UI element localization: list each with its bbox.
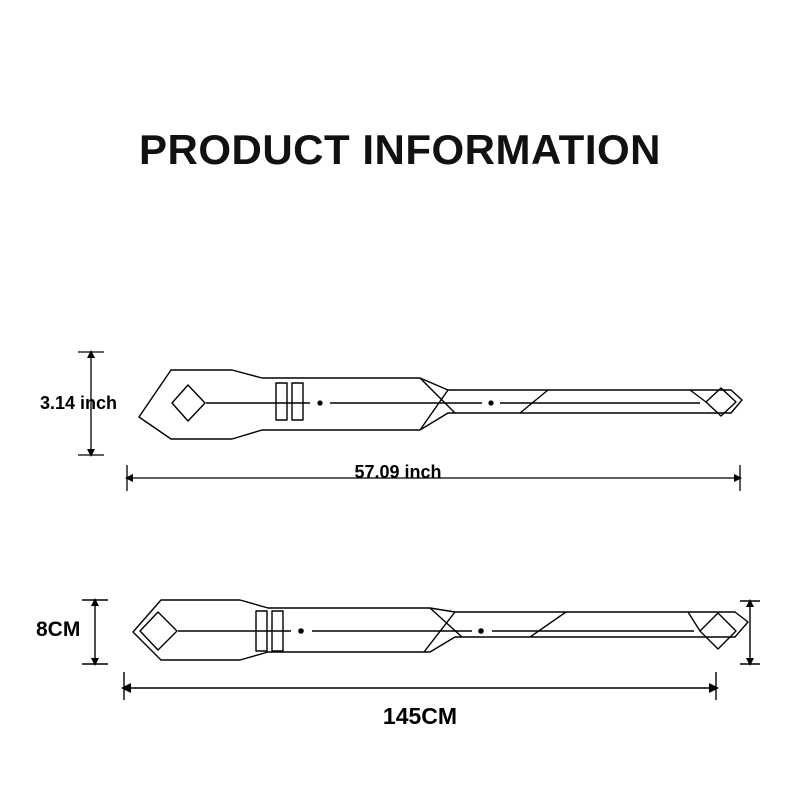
dimension-height-metric-right	[740, 599, 760, 666]
dimension-label-length-imperial: 57.09 inch	[354, 462, 442, 482]
tie-shape-imperial	[139, 370, 742, 439]
tie-shape-metric	[133, 600, 748, 660]
dimension-label-length-metric: 145CM	[382, 703, 458, 729]
page-title: PRODUCT INFORMATION	[138, 126, 661, 173]
dimension-label-height-metric: 8CM	[36, 618, 81, 641]
dimension-height-metric	[82, 598, 108, 666]
dimension-length-metric	[121, 672, 719, 700]
dimension-label-height-imperial: 3.14 inch	[40, 393, 118, 413]
